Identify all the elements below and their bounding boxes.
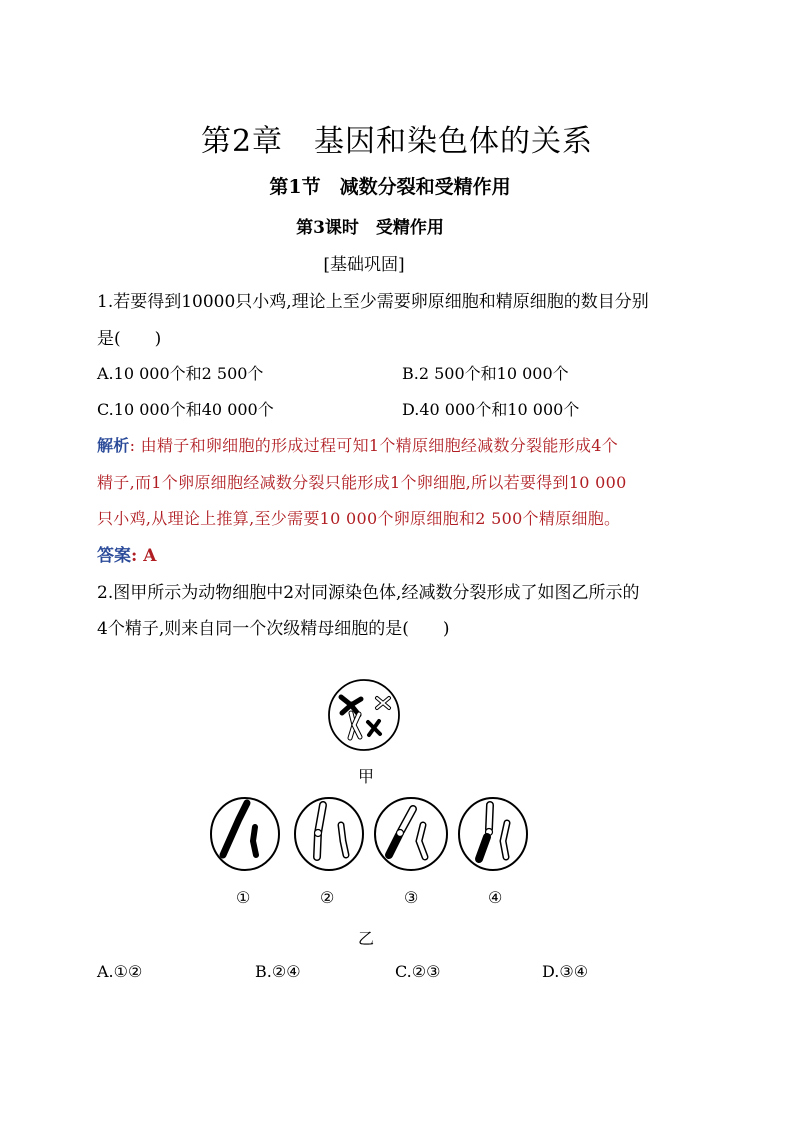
sperm-cell-4-label: ④ [488, 888, 503, 907]
question-2-option-d: D.③④ [542, 962, 589, 981]
section-title: 第1节 减数分裂和受精作用 [269, 176, 511, 198]
sperm-cell-2 [293, 797, 365, 871]
answer-value: : A [131, 546, 157, 566]
explanation-text: : 由精子和卵细胞的形成过程可知1个精原细胞经减数分裂能形成4个 [129, 436, 619, 455]
question-1-option-b: B.2 500个和10 000个 [402, 364, 569, 383]
figure-yi-label: 乙 [358, 929, 375, 948]
answer-label: 答案 [97, 546, 131, 566]
question-1-explanation-line-1 [97, 433, 618, 456]
question-2-option-c: C.②③ [395, 962, 441, 981]
question-1-option-c: C.10 000个和40 000个 [97, 400, 274, 419]
sperm-cell-2-label: ② [320, 888, 335, 907]
question-1-stem-line-1: 1.若要得到10000只小鸡,理论上至少需要卵原细胞和精原细胞的数目分别 [97, 292, 649, 312]
question-1-explanation-line-3: 只小鸡,从理论上推算,至少需要10 000个卵原细胞和2 500个精原细胞。 [97, 509, 621, 528]
sperm-cell-1 [209, 797, 281, 871]
question-2-option-b: B.②④ [255, 962, 301, 981]
question-1-stem-line-2: 是( ) [97, 329, 162, 349]
sperm-cell-3-label: ③ [404, 888, 419, 907]
sperm-cell-3 [373, 797, 449, 871]
category-label: [基础巩固] [323, 255, 405, 275]
sperm-cell-4 [457, 797, 529, 871]
question-2-stem-line-1: 2.图甲所示为动物细胞中2对同源染色体,经减数分裂形成了如图乙所示的 [97, 583, 640, 603]
question-2-option-a: A.①② [97, 962, 143, 981]
question-1-answer [97, 541, 156, 566]
explanation-label: 解析 [97, 436, 130, 455]
sperm-cell-1-label: ① [236, 888, 251, 907]
lesson-title: 第3课时 受精作用 [296, 218, 444, 238]
question-1-option-d: D.40 000个和10 000个 [402, 400, 580, 419]
chapter-title: 第2章 基因和染色体的关系 [200, 124, 594, 159]
question-2-stem-line-2: 4个精子,则来自同一个次级精母细胞的是( ) [97, 619, 450, 639]
figure-jia-cell [327, 678, 401, 752]
question-1-option-a: A.10 000个和2 500个 [97, 364, 264, 383]
question-1-explanation-line-2: 精子,而1个卵原细胞经减数分裂只能形成1个卵细胞,所以若要得到10 000 [97, 473, 627, 492]
figure-jia-label: 甲 [358, 767, 375, 786]
